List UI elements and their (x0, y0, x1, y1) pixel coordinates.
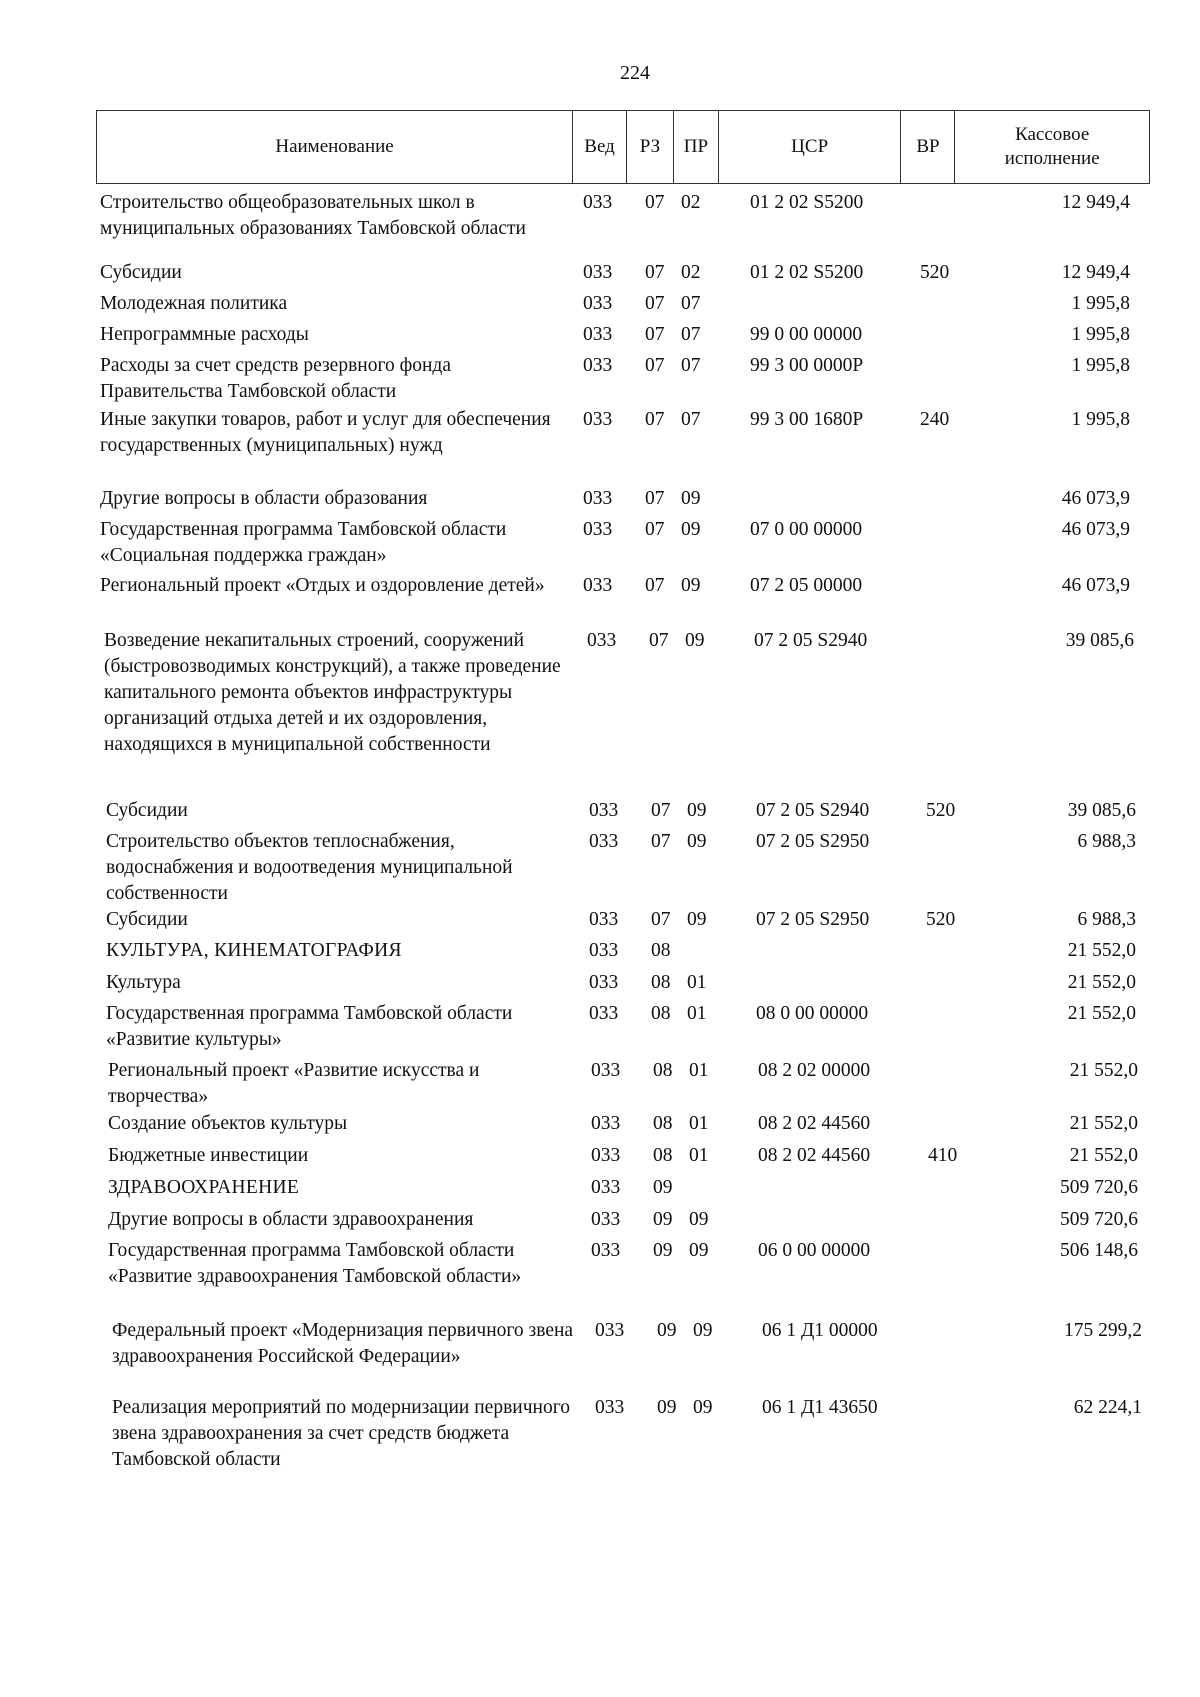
cell-csr: 99 3 00 0000Р (750, 355, 864, 376)
cell-rz: 07 (651, 800, 671, 821)
cell-rz: 07 (645, 575, 665, 596)
cell-csr: 07 0 00 00000 (750, 519, 863, 540)
cell-pr: 01 (687, 1003, 707, 1024)
cell-sum: 6 988,3 (1077, 831, 1136, 852)
cell-csr: 06 1 Д1 00000 (762, 1320, 878, 1341)
cell-rz: 08 (651, 972, 671, 993)
cell-sum: 509 720,6 (1060, 1209, 1138, 1230)
header-sum-line2: исполнение (1004, 148, 1100, 169)
cell-ved: 033 (591, 1113, 621, 1134)
header-rz: РЗ (627, 111, 674, 183)
cell-csr: 07 2 05 S2940 (754, 630, 868, 651)
cell-rz: 08 (653, 1060, 673, 1081)
cell-ved: 033 (583, 293, 613, 314)
cell-csr: 08 2 02 44560 (758, 1113, 871, 1134)
cell-pr: 01 (687, 972, 707, 993)
cell-ved: 033 (591, 1060, 621, 1081)
cell-csr: 07 2 05 S2950 (756, 831, 870, 852)
cell-sum: 1 995,8 (1071, 324, 1130, 345)
cell-csr: 06 1 Д1 43650 (762, 1397, 878, 1418)
cell-sum: 46 073,9 (1061, 575, 1130, 596)
cell-csr: 99 0 00 00000 (750, 324, 863, 345)
cell-name: ЗДРАВООХРАНЕНИЕ (108, 1177, 300, 1198)
cell-rz: 09 (653, 1177, 673, 1198)
cell-ved: 033 (587, 630, 617, 651)
cell-pr: 01 (689, 1060, 709, 1081)
cell-ved: 033 (589, 940, 619, 961)
cell-name: Непрограммные расходы (100, 324, 309, 345)
cell-name: Субсидии (100, 262, 182, 283)
cell-name: Возведение некапитальных строений, сооружений (быстровозводимых конструкций), а также проведение капитального ремонта объектов инфраструктуры организаций отдыха детей и их оздоровления, находящихся в муниципальной собственности (104, 630, 561, 755)
cell-name: Создание объектов культуры (108, 1113, 348, 1134)
cell-ved: 033 (583, 575, 613, 596)
cell-ved: 033 (591, 1177, 621, 1198)
cell-sum: 1 995,8 (1071, 409, 1130, 430)
cell-sum: 509 720,6 (1060, 1177, 1138, 1198)
cell-sum: 12 949,4 (1061, 262, 1130, 283)
cell-pr: 07 (681, 293, 701, 314)
cell-sum: 21 552,0 (1069, 1060, 1138, 1081)
cell-rz: 07 (645, 409, 665, 430)
cell-name: Другие вопросы в области здравоохранения (108, 1209, 474, 1230)
cell-rz: 07 (645, 488, 665, 509)
cell-pr: 07 (681, 409, 701, 430)
cell-sum: 6 988,3 (1077, 909, 1136, 930)
header-csr: ЦСР (719, 111, 902, 183)
cell-csr: 08 2 02 44560 (758, 1145, 871, 1166)
cell-pr: 09 (689, 1240, 709, 1261)
cell-name: КУЛЬТУРА, КИНЕМАТОГРАФИЯ (106, 940, 402, 961)
cell-ved: 033 (583, 409, 613, 430)
header-sum-line1: Кассовое (1015, 124, 1090, 145)
cell-rz: 08 (651, 940, 671, 961)
cell-pr: 02 (681, 192, 701, 213)
cell-sum: 21 552,0 (1069, 1145, 1138, 1166)
cell-sum: 39 085,6 (1065, 630, 1134, 651)
cell-sum: 12 949,4 (1061, 192, 1130, 213)
header-pr: ПР (674, 111, 719, 183)
cell-name: Строительство объектов теплоснабжения, водоснабжения и водоотведения муниципальной собственности (106, 831, 513, 904)
cell-csr: 01 2 02 S5200 (750, 262, 864, 283)
cell-rz: 07 (645, 519, 665, 540)
cell-ved: 033 (583, 324, 613, 345)
cell-csr: 07 2 05 S2950 (756, 909, 870, 930)
cell-pr: 09 (685, 630, 705, 651)
cell-rz: 07 (645, 192, 665, 213)
cell-pr: 09 (687, 800, 707, 821)
cell-rz: 07 (645, 293, 665, 314)
cell-pr: 09 (681, 488, 701, 509)
cell-pr: 01 (689, 1145, 709, 1166)
cell-csr: 06 0 00 00000 (758, 1240, 871, 1261)
cell-rz: 07 (645, 355, 665, 376)
cell-rz: 09 (657, 1320, 677, 1341)
header-name: Наименование (97, 111, 573, 183)
table-header (96, 110, 1150, 184)
cell-name: Субсидии (106, 800, 188, 821)
cell-vr: 520 (926, 909, 956, 930)
cell-ved: 033 (589, 800, 619, 821)
cell-vr: 410 (928, 1145, 958, 1166)
cell-rz: 09 (657, 1397, 677, 1418)
cell-name: Региональный проект «Отдых и оздоровление детей» (100, 575, 545, 596)
cell-sum: 21 552,0 (1067, 972, 1136, 993)
cell-pr: 09 (693, 1397, 713, 1418)
cell-sum: 39 085,6 (1067, 800, 1136, 821)
cell-sum: 21 552,0 (1069, 1113, 1138, 1134)
cell-csr: 07 2 05 00000 (750, 575, 863, 596)
cell-pr: 07 (681, 355, 701, 376)
cell-ved: 033 (595, 1397, 625, 1418)
cell-rz: 07 (645, 262, 665, 283)
cell-ved: 033 (591, 1209, 621, 1230)
cell-ved: 033 (583, 355, 613, 376)
cell-name: Другие вопросы в области образования (100, 488, 428, 509)
cell-sum: 175 299,2 (1064, 1320, 1142, 1341)
header-ved: Вед (573, 111, 627, 183)
cell-name: Молодежная политика (100, 293, 288, 314)
cell-csr: 99 3 00 1680Р (750, 409, 864, 430)
cell-rz: 09 (653, 1209, 673, 1230)
cell-vr: 520 (926, 800, 956, 821)
cell-sum: 21 552,0 (1067, 1003, 1136, 1024)
cell-sum: 46 073,9 (1061, 488, 1130, 509)
cell-pr: 09 (687, 909, 707, 930)
cell-csr: 08 2 02 00000 (758, 1060, 871, 1081)
cell-ved: 033 (591, 1145, 621, 1166)
cell-name: Строительство общеобразовательных школ в муниципальных образованиях Тамбовской области (100, 192, 526, 239)
cell-ved: 033 (583, 519, 613, 540)
cell-rz: 08 (651, 1003, 671, 1024)
cell-vr: 240 (920, 409, 950, 430)
cell-rz: 09 (653, 1240, 673, 1261)
cell-ved: 033 (595, 1320, 625, 1341)
cell-rz: 07 (651, 831, 671, 852)
cell-rz: 08 (653, 1113, 673, 1134)
cell-rz: 07 (645, 324, 665, 345)
cell-vr: 520 (920, 262, 950, 283)
cell-name: Бюджетные инвестиции (108, 1145, 309, 1166)
cell-sum: 1 995,8 (1071, 355, 1130, 376)
cell-name: Федеральный проект «Модернизация первичного звена здравоохранения Российской Федерации» (112, 1320, 574, 1367)
cell-pr: 07 (681, 324, 701, 345)
cell-ved: 033 (589, 1003, 619, 1024)
cell-pr: 09 (689, 1209, 709, 1230)
cell-csr: 07 2 05 S2940 (756, 800, 870, 821)
cell-name: Государственная программа Тамбовской области «Развитие культуры» (106, 1003, 513, 1050)
cell-sum: 506 148,6 (1060, 1240, 1138, 1261)
cell-name: Государственная программа Тамбовской области «Социальная поддержка граждан» (100, 519, 507, 566)
header-vr: ВР (901, 111, 955, 183)
cell-csr: 08 0 00 00000 (756, 1003, 869, 1024)
cell-sum: 46 073,9 (1061, 519, 1130, 540)
cell-name: Реализация мероприятий по модернизации первичного звена здравоохранения за счет средств бюджета Тамбовской области (112, 1397, 570, 1470)
cell-pr: 09 (693, 1320, 713, 1341)
page-number: 224 (620, 62, 650, 84)
header-sum (955, 111, 1149, 183)
cell-pr: 01 (689, 1113, 709, 1134)
cell-rz: 07 (651, 909, 671, 930)
cell-sum: 62 224,1 (1073, 1397, 1142, 1418)
cell-ved: 033 (583, 262, 613, 283)
cell-sum: 21 552,0 (1067, 940, 1136, 961)
cell-name: Культура (106, 972, 181, 993)
cell-rz: 08 (653, 1145, 673, 1166)
cell-name: Субсидии (106, 909, 188, 930)
cell-ved: 033 (591, 1240, 621, 1261)
cell-pr: 09 (687, 831, 707, 852)
cell-ved: 033 (583, 192, 613, 213)
cell-ved: 033 (589, 972, 619, 993)
cell-name: Региональный проект «Развитие искусства и творчества» (108, 1060, 480, 1107)
cell-ved: 033 (589, 909, 619, 930)
cell-ved: 033 (583, 488, 613, 509)
cell-csr: 01 2 02 S5200 (750, 192, 864, 213)
cell-name: Иные закупки товаров, работ и услуг для обеспечения государственных (муниципальных) нужд (100, 409, 551, 456)
cell-name: Государственная программа Тамбовской области «Развитие здравоохранения Тамбовской области» (108, 1240, 522, 1287)
cell-sum: 1 995,8 (1071, 293, 1130, 314)
cell-rz: 07 (649, 630, 669, 651)
cell-name: Расходы за счет средств резервного фонда Правительства Тамбовской области (100, 355, 452, 402)
cell-pr: 09 (681, 575, 701, 596)
cell-pr: 09 (681, 519, 701, 540)
cell-pr: 02 (681, 262, 701, 283)
cell-ved: 033 (589, 831, 619, 852)
